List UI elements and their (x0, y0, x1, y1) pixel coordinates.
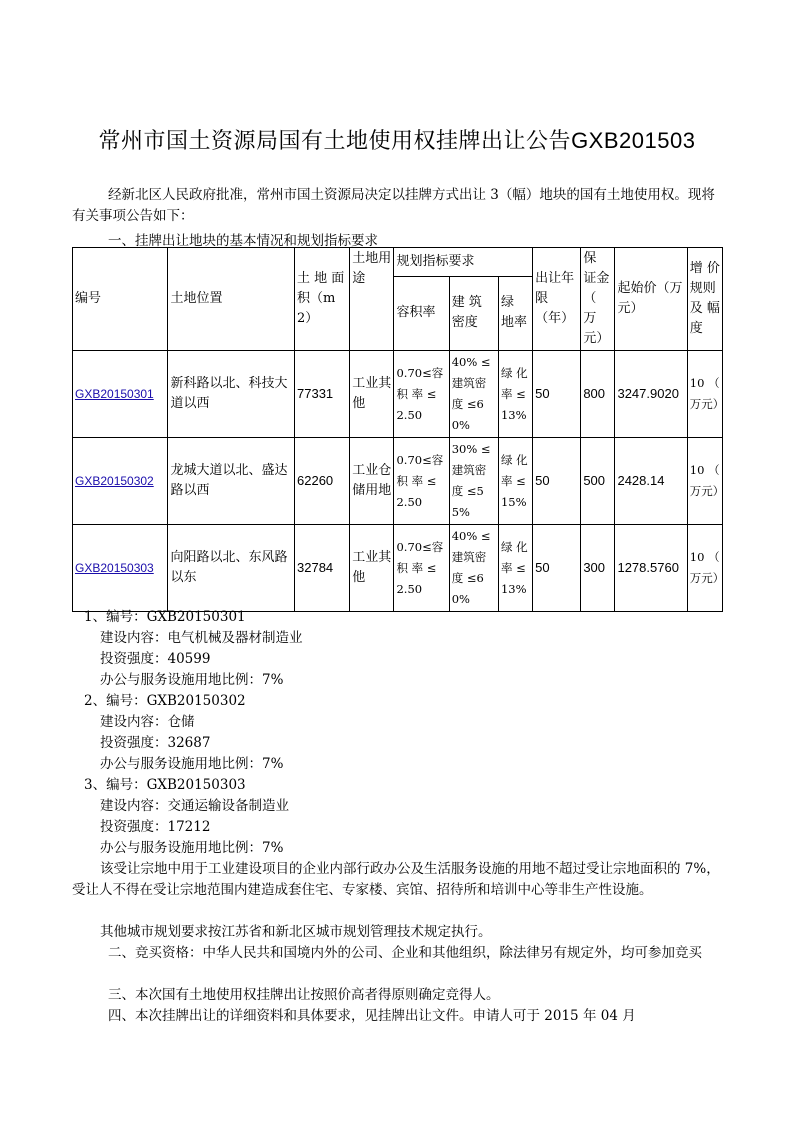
header-term: 出让年限（年） (533, 248, 581, 351)
cell-term: 50 (533, 351, 581, 438)
cell-green: 绿 化率 ≤15% (498, 438, 532, 525)
page-title (0, 124, 794, 155)
parcel-code-link[interactable]: GXB20150301 (75, 386, 154, 401)
detail-1-intensity: 投资强度：40599 (100, 651, 211, 667)
intro-paragraph: 经新北区人民政府批准，常州市国土资源局决定以挂牌方式出让 3（幅）地块的国有土地使用权。现将有关事项公告如下： (72, 187, 715, 224)
cell-use: 工业仓储用地 (350, 438, 394, 525)
section-2-paragraph: 二、竞买资格：中华人民共和国境内外的公司、企业和其他组织，除法律另有规定外，均可参加竞买 (108, 945, 702, 961)
cell-plot-ratio: 0.70≤容积 率 ≤2.50 (394, 351, 449, 438)
section-1-heading: 一、挂牌出让地块的基本情况和规划指标要求 (108, 233, 378, 249)
table-row (73, 438, 723, 525)
header-start-price: 起始价（万元） (615, 248, 687, 351)
cell-term: 50 (533, 525, 581, 612)
detail-2-number: 2、编号：GXB20150302 (84, 693, 246, 709)
cell-location: 向阳路以北、东风路以东 (168, 525, 295, 612)
parcel-code-link[interactable]: GXB20150303 (75, 560, 154, 575)
detail-2-content: 建设内容：仓储 (100, 714, 195, 730)
cell-deposit: 500 (581, 438, 615, 525)
header-plot-ratio: 容积率 (394, 276, 449, 350)
cell-use: 工业其他 (350, 351, 394, 438)
land-parcel-table (72, 247, 723, 612)
note-paragraph-2: 其他城市规划要求按江苏省和新北区城市规划管理技术规定执行。 (100, 924, 492, 940)
cell-deposit: 300 (581, 525, 615, 612)
section-3-paragraph: 三、本次国有土地使用权挂牌出让按照价高者得原则确定竞得人。 (108, 987, 500, 1003)
header-area: 土 地 面积（m2） (295, 248, 350, 351)
header-plan: 规划指标要求 (394, 248, 533, 277)
cell-start-price: 2428.14 (615, 438, 687, 525)
header-increment: 增 价规则及 幅度 (687, 248, 722, 351)
detail-1-content: 建设内容：电气机械及器材制造业 (100, 630, 303, 646)
cell-plot-ratio: 0.70≤容积 率 ≤2.50 (394, 525, 449, 612)
detail-3-number: 3、编号：GXB20150303 (84, 777, 246, 793)
header-use: 土地用途 (350, 248, 394, 351)
cell-increment: 10 （ 万元） (687, 351, 722, 438)
detail-3-ratio: 办公与服务设施用地比例：7% (100, 840, 284, 856)
cell-use: 工业其他 (350, 525, 394, 612)
cell-term: 50 (533, 438, 581, 525)
title-text: 常州市国土资源局国有土地使用权挂牌出让公告 (98, 129, 572, 154)
detail-3-intensity: 投资强度：17212 (100, 819, 211, 835)
cell-increment: 10 （ 万元） (687, 525, 722, 612)
header-code: 编号 (73, 248, 168, 351)
header-green: 绿 地率 (498, 276, 532, 350)
cell-increment: 10 （ 万元） (687, 438, 722, 525)
cell-density: 40% ≤建筑密度 ≤60% (449, 525, 498, 612)
cell-start-price: 3247.9020 (615, 351, 687, 438)
table-row (73, 351, 723, 438)
header-density: 建 筑 密度 (449, 276, 498, 350)
cell-start-price: 1278.5760 (615, 525, 687, 612)
cell-density: 40% ≤建筑密度 ≤60% (449, 351, 498, 438)
title-code: GXB201503 (571, 128, 696, 153)
cell-green: 绿 化率 ≤13% (498, 525, 532, 612)
note-paragraph-1: 该受让宗地中用于工业建设项目的企业内部行政办公及生活服务设施的用地不超过受让宗地面积的 7%，受让人不得在受让宗地范围内建造成套住宅、专家楼、宾馆、招待所和培训中心等非生产性设施。 (72, 861, 720, 898)
cell-density: 30% ≤建筑密度 ≤55% (449, 438, 498, 525)
cell-location: 龙城大道以北、盛达路以西 (168, 438, 295, 525)
detail-1-ratio: 办公与服务设施用地比例：7% (100, 672, 284, 688)
parcel-code-link[interactable]: GXB20150302 (75, 473, 154, 488)
table-row (73, 525, 723, 612)
header-deposit: 保 证金（ 万元） (581, 248, 615, 351)
cell-area: 77331 (295, 351, 350, 438)
header-location: 土地位置 (168, 248, 295, 351)
detail-2-ratio: 办公与服务设施用地比例：7% (100, 756, 284, 772)
cell-plot-ratio: 0.70≤容积 率 ≤2.50 (394, 438, 449, 525)
cell-area: 62260 (295, 438, 350, 525)
cell-area: 32784 (295, 525, 350, 612)
cell-location: 新科路以北、科技大道以西 (168, 351, 295, 438)
detail-3-content: 建设内容：交通运输设备制造业 (100, 798, 289, 814)
section-4-paragraph: 四、本次挂牌出让的详细资料和具体要求，见挂牌出让文件。申请人可于 2015 年 04 月 (108, 1008, 636, 1024)
detail-2-intensity: 投资强度：32687 (100, 735, 211, 751)
detail-1-number: 1、编号：GXB20150301 (84, 609, 246, 625)
cell-green: 绿 化率 ≤13% (498, 351, 532, 438)
cell-deposit: 800 (581, 351, 615, 438)
